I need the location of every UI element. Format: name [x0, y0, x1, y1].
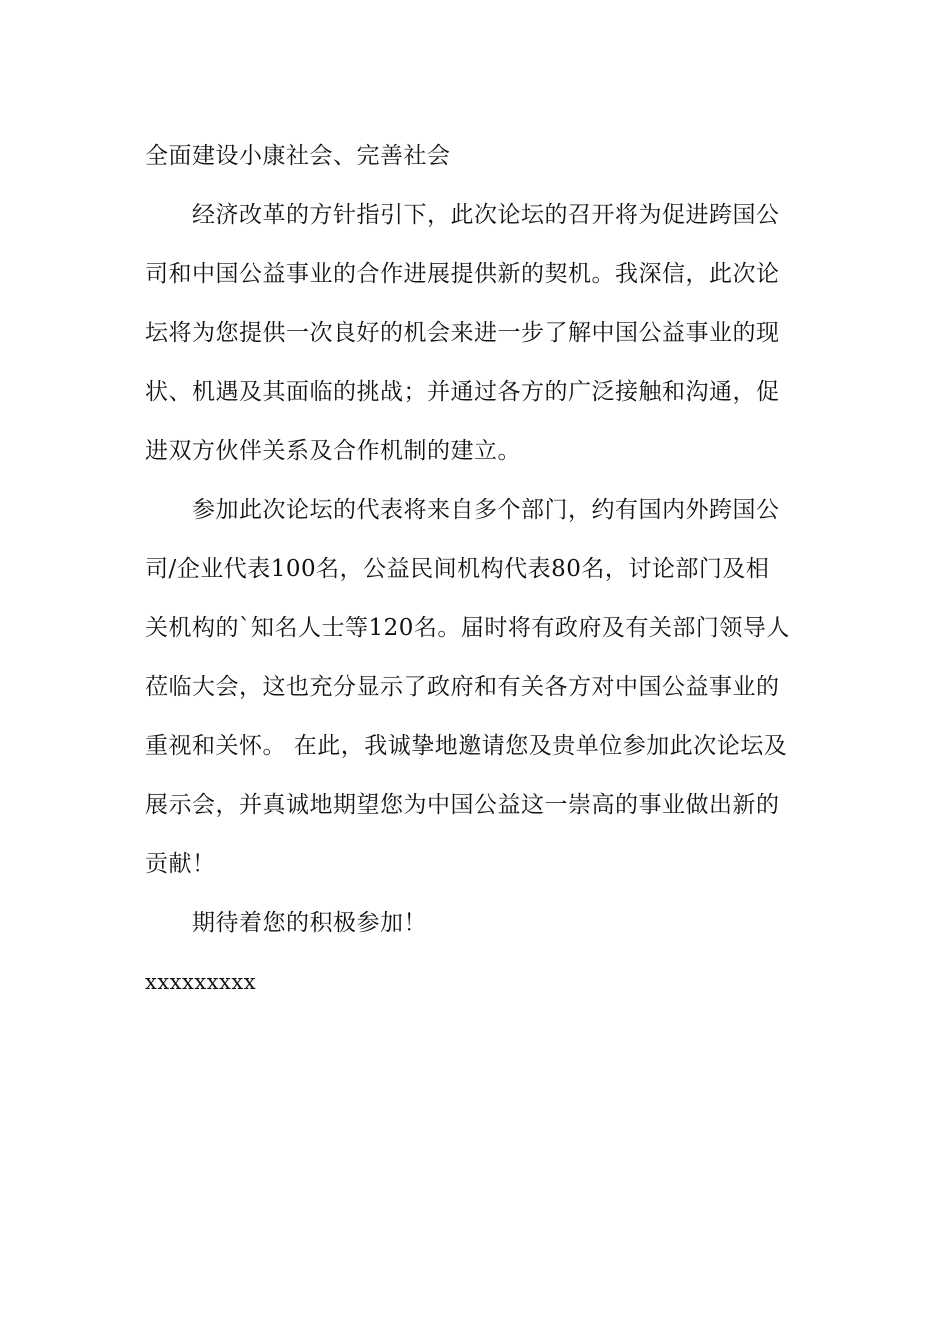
signature	[145, 953, 807, 1012]
text-line: 坛将为您提供一次良好的机会来进一步了解中国公益事业的现	[145, 320, 780, 346]
text-line: 经济改革的方针指引下，此次论坛的召开将为促进跨国公	[192, 202, 780, 228]
text-line: 进双方伙伴关系及合作机制的建立。	[145, 438, 521, 464]
text-line: 展示会，并真诚地期望您为中国公益这一崇高的事业做出新的	[145, 792, 780, 818]
text-line: 司/企业代表100名，公益民间机构代表80名，讨论部门及相	[145, 556, 770, 582]
text-line: 莅临大会，这也充分显示了政府和有关各方对中国公益事业的	[145, 674, 780, 700]
letter-body	[145, 127, 807, 1012]
paragraph-forum-purpose	[145, 186, 807, 481]
signature-text: xxxxxxxxx	[145, 970, 257, 994]
text-line: 司和中国公益事业的合作进展提供新的契机。我深信，此次论	[145, 261, 780, 287]
paragraph-attendees-invitation	[145, 481, 807, 894]
text-line: 重视和关怀。 在此，我诚挚地邀请您及贵单位参加此次论坛及	[145, 733, 788, 759]
opening-line	[145, 127, 807, 186]
text-line: 参加此次论坛的代表将来自多个部门，约有国内外跨国公	[192, 497, 780, 523]
closing-line	[145, 894, 807, 953]
text-line: 状、机遇及其面临的挑战；并通过各方的广泛接触和沟通，促	[145, 379, 780, 405]
text-line: 期待着您的积极参加！	[192, 910, 427, 936]
text-line: 全面建设小康社会、完善社会	[145, 143, 451, 169]
text-line: 关机构的`知名人士等120名。届时将有政府及有关部门领导人	[145, 615, 790, 641]
text-line: 贡献！	[145, 851, 216, 877]
